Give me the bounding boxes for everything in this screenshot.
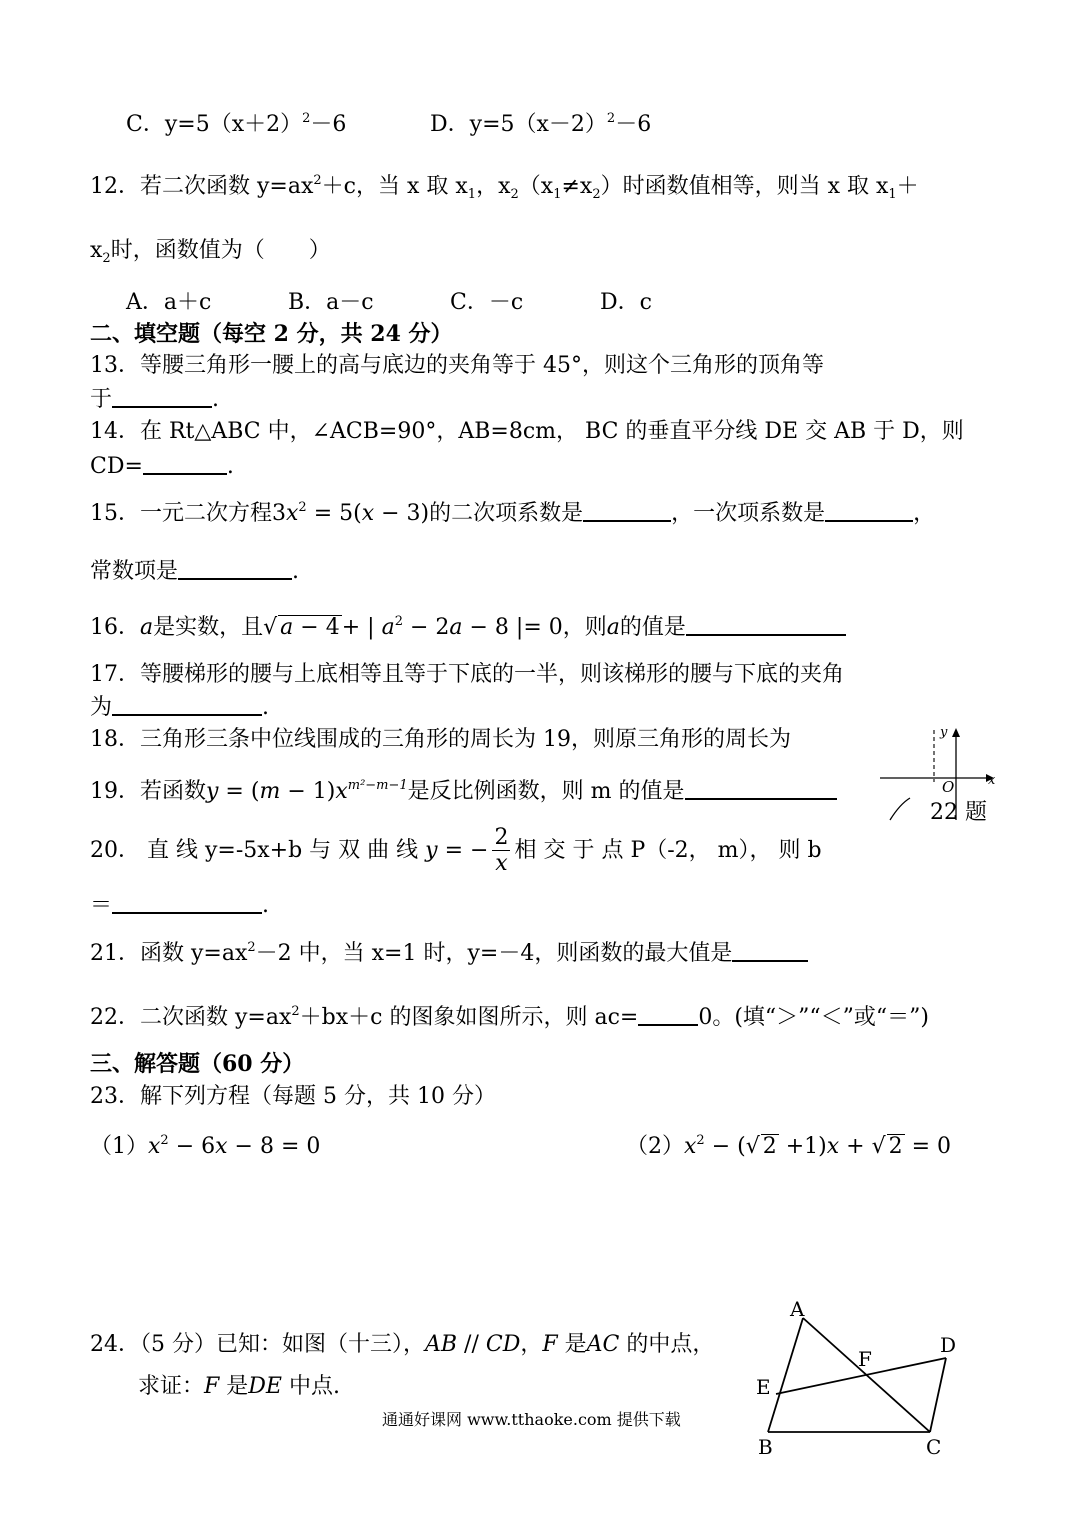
- q24-line-1: 24．（5 分）已知：如图（十三），AB // CD，F 是AC 的中点，: [90, 1332, 715, 1357]
- point-f-label: F: [858, 1347, 872, 1371]
- q18-line: 18．三角形三条中位线围成的三角形的周长为 19，则原三角形的周长为: [90, 727, 791, 752]
- q13-answer-blank[interactable]: [112, 386, 212, 408]
- q21-line: 21．函数 $y=ax^2-2$ 中，当 x=1 时，y=－4，则函数的最大值是: [90, 940, 808, 967]
- q11-option-d: D．$y=5(x-2)^2-6$: [430, 111, 652, 137]
- q23-sub-2: $(2)x^2$ − (√ 2 +1)x + √ 2 = 0: [626, 1133, 952, 1159]
- q24-line-2: 求证：F 是DE 中点.: [138, 1374, 340, 1399]
- q20-fraction: $\frac{2}{x}$: [494, 825, 509, 877]
- y-axis-arrow: [952, 728, 960, 737]
- point-e-label: E: [756, 1375, 771, 1399]
- q12-line-2: $x_2$时，函数值为（ ）: [90, 238, 331, 266]
- q24-figure: [750, 1296, 970, 1466]
- q12-option-b: B．a－c: [288, 290, 374, 315]
- y-axis-label: y: [940, 725, 948, 740]
- q19-line: 19．若函数$y = (m - 1)x^{m^2-m-1}$是反比例函数，则 m 的值是: [90, 778, 837, 805]
- q15-constant-blank[interactable]: [178, 558, 292, 580]
- footer-credit: 通通好课网 www.tthaoke.com 提供下载: [382, 1410, 681, 1429]
- q17-answer-blank[interactable]: [112, 694, 262, 716]
- q12-option-a: A．a＋c: [126, 290, 212, 315]
- q15-linear-blank[interactable]: [825, 500, 913, 522]
- q19-answer-blank[interactable]: [685, 778, 837, 800]
- q14-line-1: 14．在 Rt△ABC 中，∠ACB=90°，AB=8cm， BC 的垂直平分线 DE 交 AB 于 D，则: [90, 419, 964, 444]
- q23-title: 23．解下列方程（每题 5 分，共 10 分）: [90, 1084, 496, 1109]
- q15-line-2: 常数项是 .: [90, 559, 300, 584]
- point-c-label: C: [926, 1435, 942, 1459]
- q15-line-1: 15．一元二次方程$3x^2 = 5(x - 3)$的二次项系数是 ，一次项系数是 ，: [90, 500, 936, 526]
- q23-sub-1: $(1)x^2 - 6x - 8 = 0$: [90, 1133, 321, 1159]
- q13-line-1: 13．等腰三角形一腰上的高与底边的夹角等于 45°，则这个三角形的顶角等: [90, 353, 824, 378]
- q15-quadratic-blank[interactable]: [583, 500, 671, 522]
- q17-line-2: 为 .: [90, 695, 270, 720]
- q21-answer-blank[interactable]: [732, 940, 808, 962]
- q17-line-1: 17．等腰梯形的腰与上底相等且等于下底的一半，则该梯形的腰与下底的夹角: [90, 662, 844, 687]
- section-3-heading: 三、解答题（60 分）: [90, 1051, 305, 1077]
- q16-line: 16．a是实数，且√ a − 4+ | $a^2 - 2a - 8$ |= 0，则a的值是: [90, 614, 846, 641]
- section-2-heading: 二、填空题（每空 2 分，共 24 分）: [90, 321, 453, 347]
- point-a-label: A: [790, 1297, 805, 1321]
- point-d-label: D: [940, 1333, 957, 1357]
- q16-answer-blank[interactable]: [686, 614, 846, 636]
- q12-line-1: 12．若二次函数 $y=ax^2+c$，当 x 取 $x_1$，$x_2(x_1\ne x_2)$时函数值相等，则当 x 取 $x_1+$: [90, 173, 919, 202]
- q14-answer-blank[interactable]: [143, 453, 227, 475]
- x-axis-label: x: [988, 773, 996, 788]
- point-b-label: B: [758, 1435, 773, 1459]
- q20-answer-blank[interactable]: [112, 892, 262, 914]
- parabola-arc: [890, 798, 910, 820]
- q12-option-c: C．－c: [450, 290, 524, 315]
- q14-line-2: CD= .: [90, 454, 234, 479]
- q11-option-c: C．$y=5(x+2)^2-6$: [126, 111, 347, 137]
- segment-cd: [930, 1358, 946, 1432]
- q20-line-1: 20． 直 线 y=-5x+b 与 双 曲 线 y = − $\frac{2}{x}$ 相 交 于 点 P（-2， m）， 则 b: [90, 825, 822, 877]
- origin-label: O: [942, 778, 955, 796]
- q12-option-d: D．c: [600, 290, 652, 315]
- q22-line: 22．二次函数 $y=ax^2+bx+c$ 的图象如图所示，则 ac= 0。(填“＞”“＜”或“＝”): [90, 1004, 929, 1030]
- q22-answer-blank[interactable]: [638, 1004, 698, 1026]
- segment-ab: [768, 1318, 803, 1432]
- q22-figure-caption: 22 题: [930, 800, 987, 825]
- q20-line-2: ＝ .: [90, 893, 270, 918]
- q13-line-2: 于 .: [90, 387, 220, 412]
